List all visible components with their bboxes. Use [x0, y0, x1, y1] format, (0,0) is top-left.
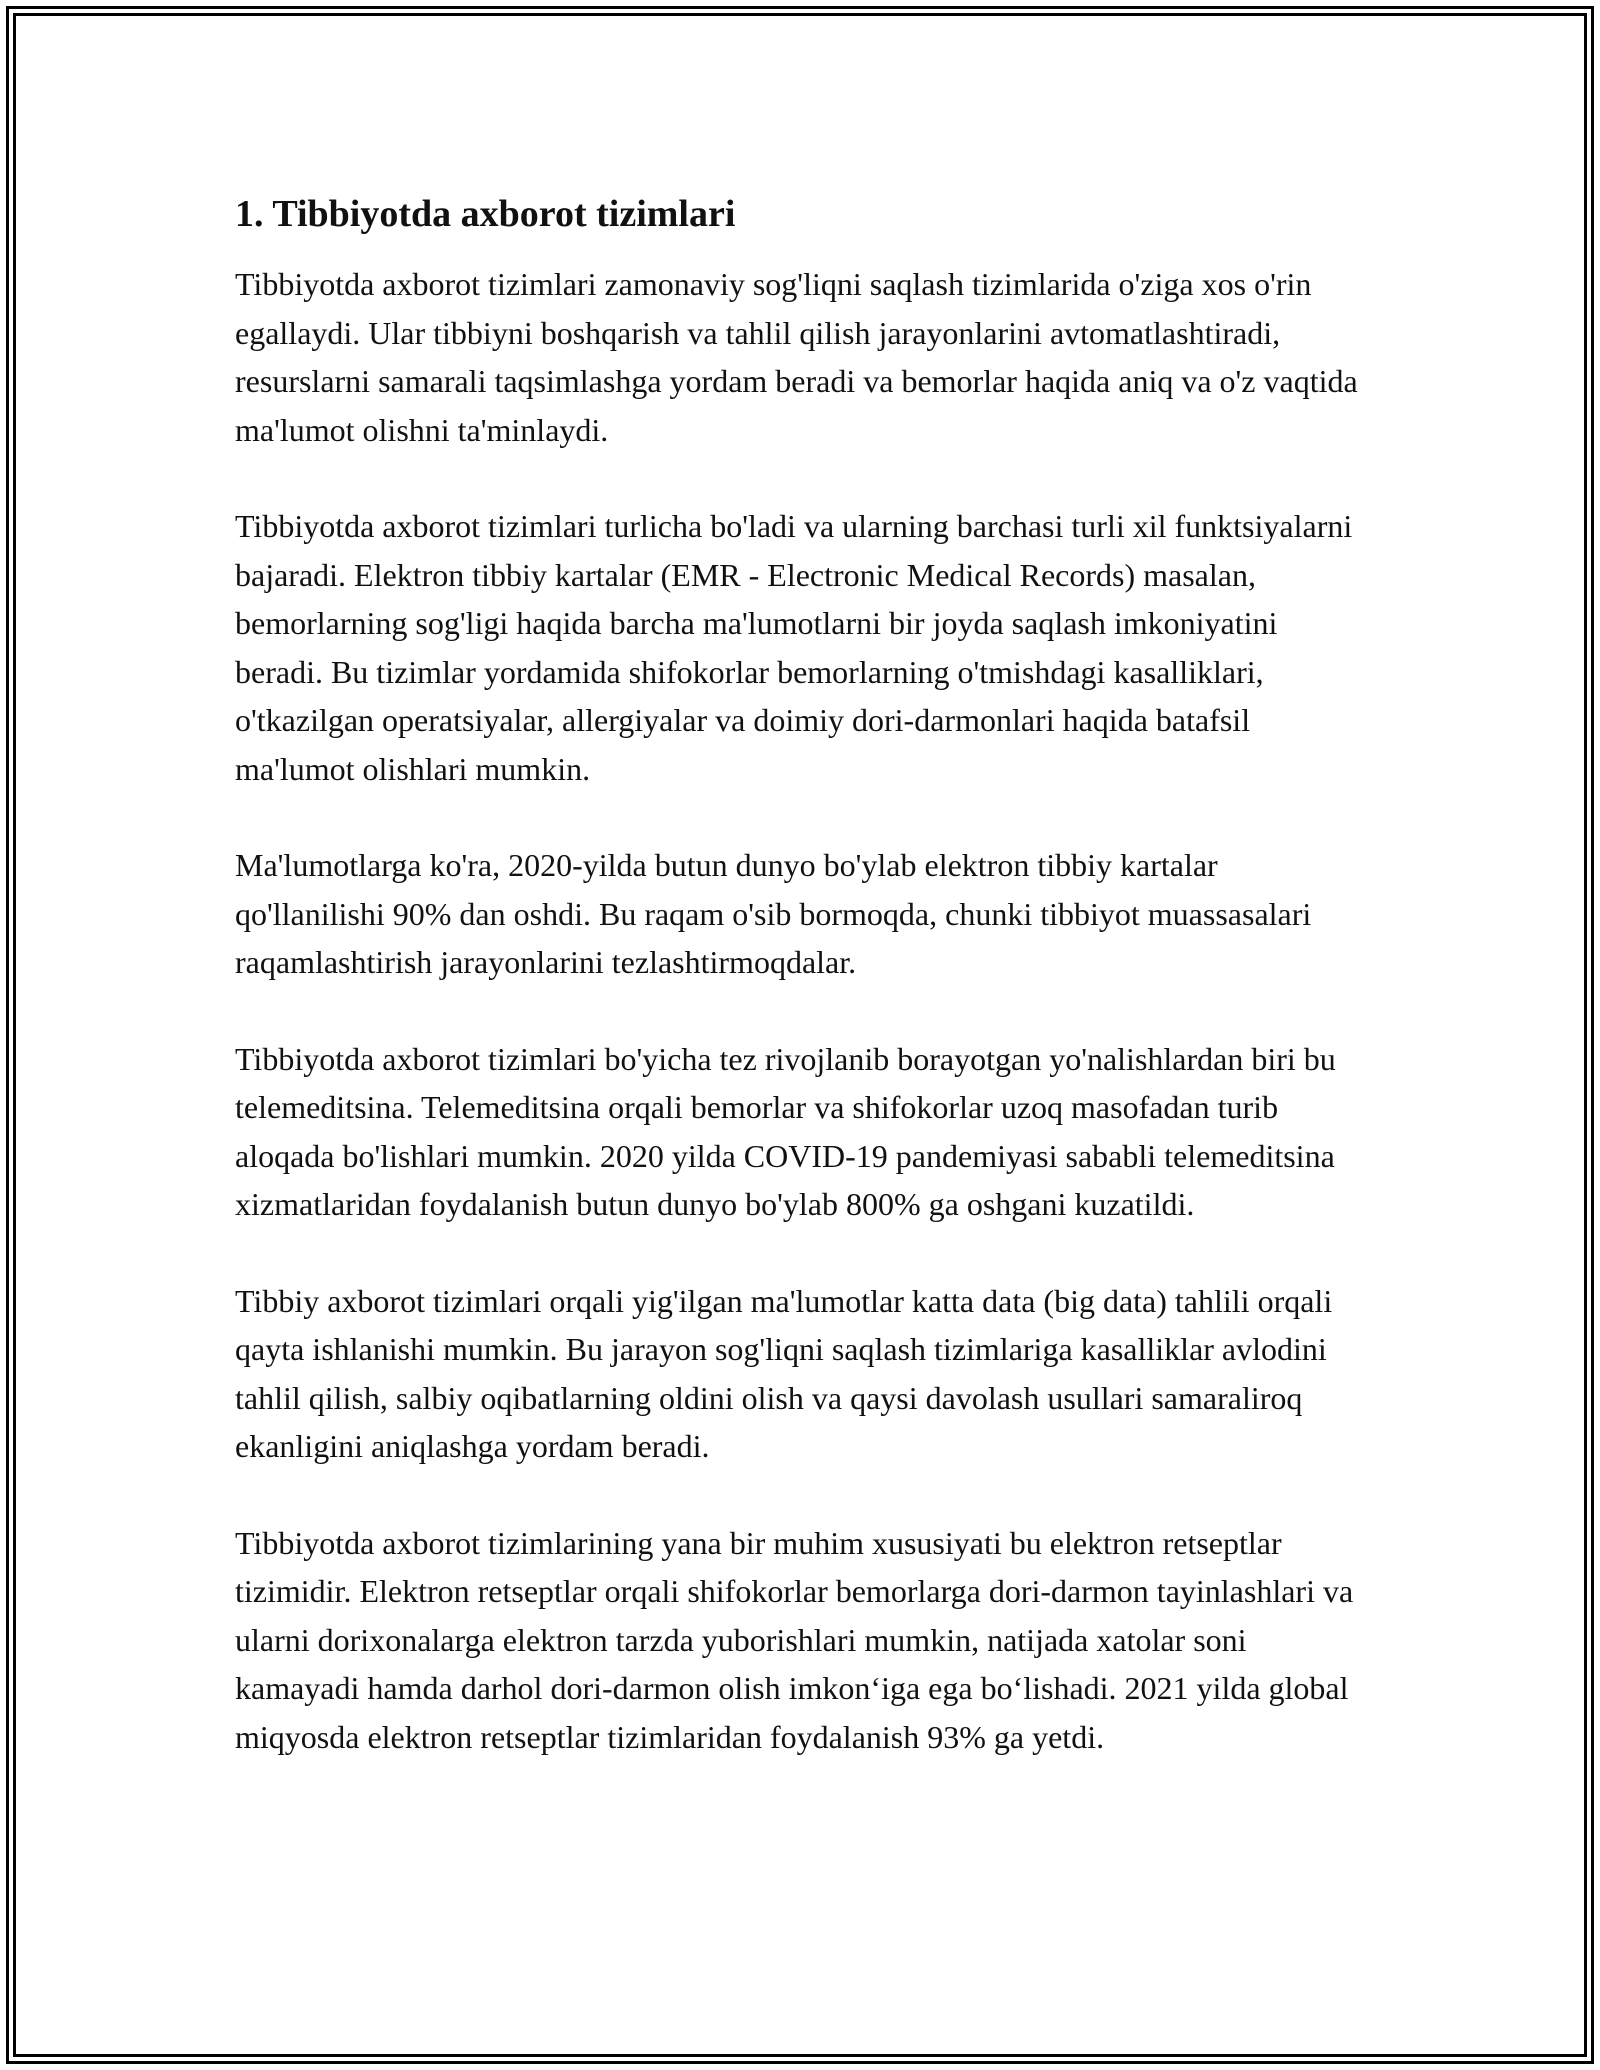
paragraph-statistics: Ma'lumotlarga ko'ra, 2020-yilda butun dunyo bo'ylab elektron tibbiy kartalar qo'llanilishi 90% dan oshdi. Bu raqam o'sib bormoqda, chunki tibbiyot muassasalari raqamlashtirish jarayonlarini tezlashtirmoqdalar.	[235, 847, 1312, 980]
paragraph-intro: Tibbiyotda axborot tizimlari zamonaviy sog'liqni saqlash tizimlarida o'ziga xos o'rin egallaydi. Ular tibbiyni boshqarish va tahlil qilish jarayonlarini avtomatlashtiradi, resurslarni samarali taqsimlashga yordam beradi va bemorlar haqida aniq va o'z vaqtida ma'lumot olishni ta'minlaydi.	[235, 266, 1358, 448]
paragraph-big-data: Tibbiy axborot tizimlari orqali yig'ilgan ma'lumotlar katta data (big data) tahlili orqali qayta ishlanishi mumkin. Bu jarayon sog'liqni saqlash tizimlariga kasalliklar avlodini tahlil qilish, salbiy oqibatlarning oldini olish va qaysi davolash usullari samaraliroq ekanligini aniqlashga yordam beradi.	[235, 1282, 1333, 1464]
paragraph-e-prescriptions: Tibbiyotda axborot tizimlarining yana bir muhim xususiyati bu elektron retseptlar tizimidir. Elektron retseptlar orqali shifokorlar bemorlarga dori-darmon tayinlashlari va ularni dorixonalarga elektron tarzda yuborishlari mumkin, natijada xatolar soni kamayadi hamda darhol dori-darmon olish imkon‘iga ega bo‘lishadi. 2021 yilda global miqyosda elektron retseptlar tizimlaridan foydalanish 93% ga yetdi.	[235, 1524, 1354, 1755]
paragraph-telemedicine: Tibbiyotda axborot tizimlari bo'yicha tez rivojlanib borayotgan yo'nalishlardan biri bu telemeditsina. Telemeditsina orqali bemorlar va shifokorlar uzoq masofadan turib aloqada bo'lishlari mumkin. 2020 yilda COVID-19 pandemiyasi sababli telemeditsina xizmatlaridan foydalanish butun dunyo bo'ylab 800% ga oshgani kuzatildi.	[235, 1040, 1336, 1222]
paragraph-emr: Tibbiyotda axborot tizimlari turlicha bo'ladi va ularning barchasi turli xil funktsiyalarni bajaradi. Elektron tibbiy kartalar (EMR - Electronic Medical Records) masalan, bemorlarning sog'ligi haqida barcha ma'lumotlarni bir joyda saqlash imkoniyatini beradi. Bu tizimlar yordamida shifokorlar bemorlarning o'tmishdagi kasalliklari, o'tkazilgan operatsiyalar, allergiyalar va doimiy dori-darmonlari haqida batafsil ma'lumot olishlari mumkin.	[235, 508, 1353, 787]
section-heading: 1. Tibbiyotda axborot tizimlari	[235, 193, 736, 235]
document-body	[235, 188, 1365, 1809]
